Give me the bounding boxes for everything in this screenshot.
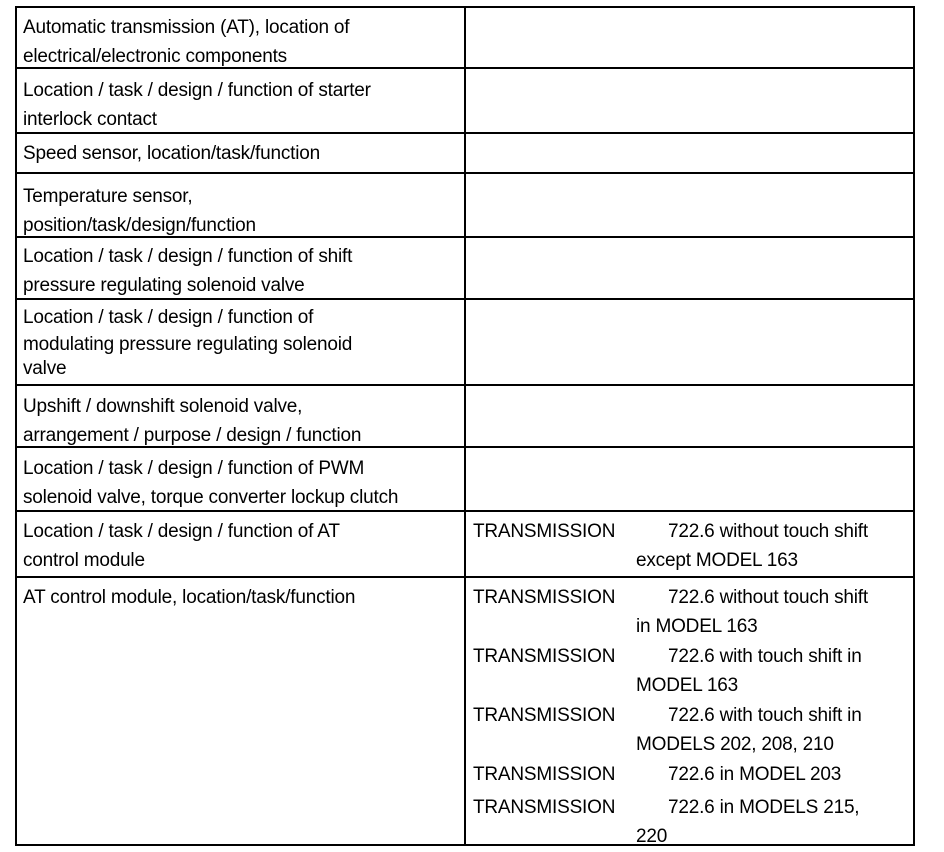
reference-description-cont: in MODEL 163 [636, 616, 758, 637]
reference-description: 722.6 without touch shift [668, 521, 868, 542]
row-label: Upshift / downshift solenoid valve, arrangement / purpose / design / function [23, 396, 362, 446]
reference-description: 722.6 with touch shift in [668, 705, 862, 726]
row-label: Location / task / design / function of shift pressure regulating solenoid valve [23, 246, 353, 296]
row-label: Location / task / design / function of PWM solenoid valve, torque converter lockup clutch [23, 458, 399, 508]
row-label: Location / task / design / function of starter interlock contact [23, 80, 371, 130]
row-label: Location / task / design / function of AT control module [23, 521, 340, 571]
reference-cell [473, 583, 918, 852]
reference-entry[interactable] [473, 517, 918, 576]
reference-entry[interactable] [473, 583, 918, 642]
reference-entry[interactable] [473, 701, 918, 760]
row-label: AT control module, location/task/function [23, 587, 356, 608]
reference-description-cont: MODELS 202, 208, 210 [636, 734, 834, 755]
table-row [17, 67, 913, 132]
table-row [17, 576, 913, 847]
table-row [17, 298, 913, 384]
reference-description-cont: except MODEL 163 [636, 550, 798, 571]
reference-entry[interactable] [473, 760, 918, 793]
reference-description: 722.6 with touch shift in [668, 646, 862, 667]
reference-description-cont: MODEL 163 [636, 675, 739, 696]
reference-entry[interactable] [473, 642, 918, 701]
table-row [17, 132, 913, 172]
reference-table [15, 6, 915, 846]
reference-keyword: TRANSMISSION [473, 646, 616, 667]
reference-keyword: TRANSMISSION [473, 521, 616, 542]
reference-description: 722.6 in MODEL 203 [668, 764, 842, 785]
table-row [17, 236, 913, 298]
table-row [17, 8, 913, 67]
table-row [17, 384, 913, 446]
table-row [17, 446, 913, 510]
reference-keyword: TRANSMISSION [473, 797, 616, 818]
reference-description-cont: 220 [636, 826, 668, 847]
row-label: Automatic transmission (AT), location of electrical/electronic components [23, 17, 350, 67]
table-row [17, 172, 913, 236]
reference-description: 722.6 without touch shift [668, 587, 868, 608]
table-row [17, 510, 913, 576]
reference-keyword: TRANSMISSION [473, 587, 616, 608]
row-label: Temperature sensor, position/task/design/function [23, 186, 256, 236]
reference-cell [473, 517, 918, 576]
reference-entry[interactable] [473, 793, 918, 852]
reference-keyword: TRANSMISSION [473, 764, 616, 785]
row-label: Location / task / design / function of modulating pressure regulating solenoid valve [23, 307, 353, 379]
reference-keyword: TRANSMISSION [473, 705, 616, 726]
row-label: Speed sensor, location/task/function [23, 143, 320, 164]
reference-description: 722.6 in MODELS 215, [668, 797, 860, 818]
